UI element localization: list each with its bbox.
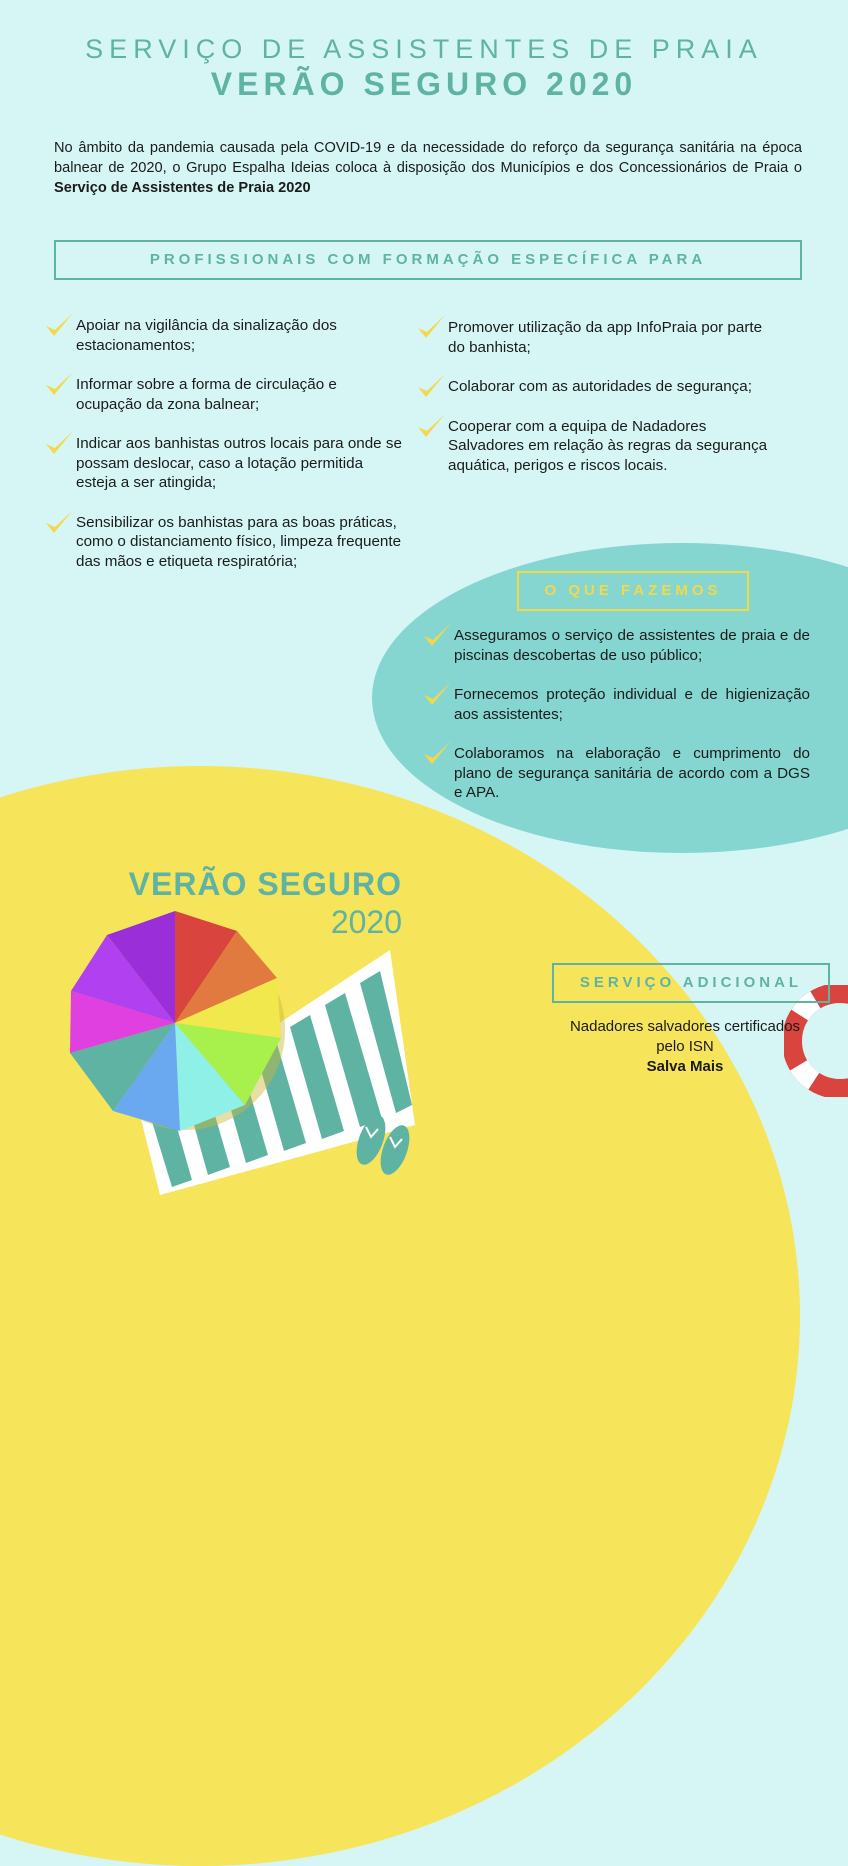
- list-item-text: Indicar aos banhistas outros locais para onde se possam deslocar, caso a lotação permitida esteja a ser atingida;: [76, 435, 402, 491]
- list-item: [42, 316, 402, 355]
- list-item: [42, 513, 402, 572]
- intro-text: No âmbito da pandemia causada pela COVID-19 e da necessidade do reforço da segurança sanitária na época balnear de 2020, o Grupo Espalha Ideias coloca à disposição dos Municípios e dos Concessionários de Praia o: [54, 140, 802, 176]
- list-item-text: Informar sobre a forma de circulação e ocupação da zona balnear;: [76, 376, 337, 413]
- adicional-text: [560, 1017, 810, 1077]
- check-icon: [42, 428, 76, 458]
- list-item-text: Cooperar com a equipa de Nadadores Salvadores em relação às regras da segurança aquática, perigos e riscos locais.: [448, 417, 768, 474]
- list-item-text: Colaboramos na elaboração e cumprimento do plano de segurança sanitária de acordo com a DGS e APA.: [454, 745, 810, 801]
- list-item-text: Asseguramos o serviço de assistentes de praia e de piscinas descobertas de uso público;: [454, 627, 810, 664]
- list-item-text: Colaborar com as autoridades de segurança;: [448, 378, 752, 395]
- check-icon: [42, 310, 76, 340]
- check-icon: [42, 507, 76, 537]
- list-item: [42, 434, 402, 493]
- list-item-text: Fornecemos proteção individual e de higienização aos assistentes;: [454, 686, 810, 723]
- list-item: [420, 685, 810, 724]
- check-icon: [414, 312, 448, 342]
- intro-paragraph: [54, 138, 802, 198]
- page-title-line1: SERVIÇO DE ASSISTENTES DE PRAIA: [85, 34, 763, 64]
- page-title-line2: VERÃO SEGURO 2020: [210, 66, 638, 102]
- adicional-description: Nadadores salvadores certificados pelo ISN: [569, 1018, 801, 1055]
- list-item-text: Sensibilizar os banhistas para as boas práticas, como o distanciamento físico, limpeza frequente das mãos e etiqueta respiratória;: [76, 513, 402, 570]
- check-icon: [414, 411, 448, 441]
- list-item-text: Promover utilização da app InfoPraia por parte do banhista;: [448, 319, 763, 356]
- check-icon: [420, 620, 454, 650]
- beach-illustration: [60, 905, 420, 1200]
- adicional-heading: SERVIÇO ADICIONAL: [552, 963, 830, 1003]
- list-item: [414, 318, 774, 357]
- profissionais-left-list: [42, 316, 402, 571]
- check-icon: [414, 371, 448, 401]
- list-item: [414, 377, 774, 397]
- brand-title: VERÃO SEGURO: [128, 866, 402, 902]
- list-item: [42, 375, 402, 414]
- list-item: [414, 417, 774, 476]
- list-item: [420, 744, 810, 803]
- profissionais-right-list: [414, 318, 774, 495]
- list-item: [420, 626, 810, 665]
- profissionais-heading: PROFISSIONAIS COM FORMAÇÃO ESPECÍFICA PARA: [54, 240, 802, 280]
- adicional-bold: Salva Mais: [646, 1058, 724, 1075]
- list-item-text: Apoiar na vigilância da sinalização dos estacionamentos;: [76, 317, 337, 354]
- check-icon: [42, 369, 76, 399]
- check-icon: [420, 738, 454, 768]
- intro-bold: Serviço de Assistentes de Praia 2020: [54, 180, 311, 196]
- fazemos-list: [420, 626, 810, 823]
- check-icon: [420, 679, 454, 709]
- fazemos-heading: O QUE FAZEMOS: [517, 571, 749, 611]
- brand-year: 2020: [330, 904, 402, 940]
